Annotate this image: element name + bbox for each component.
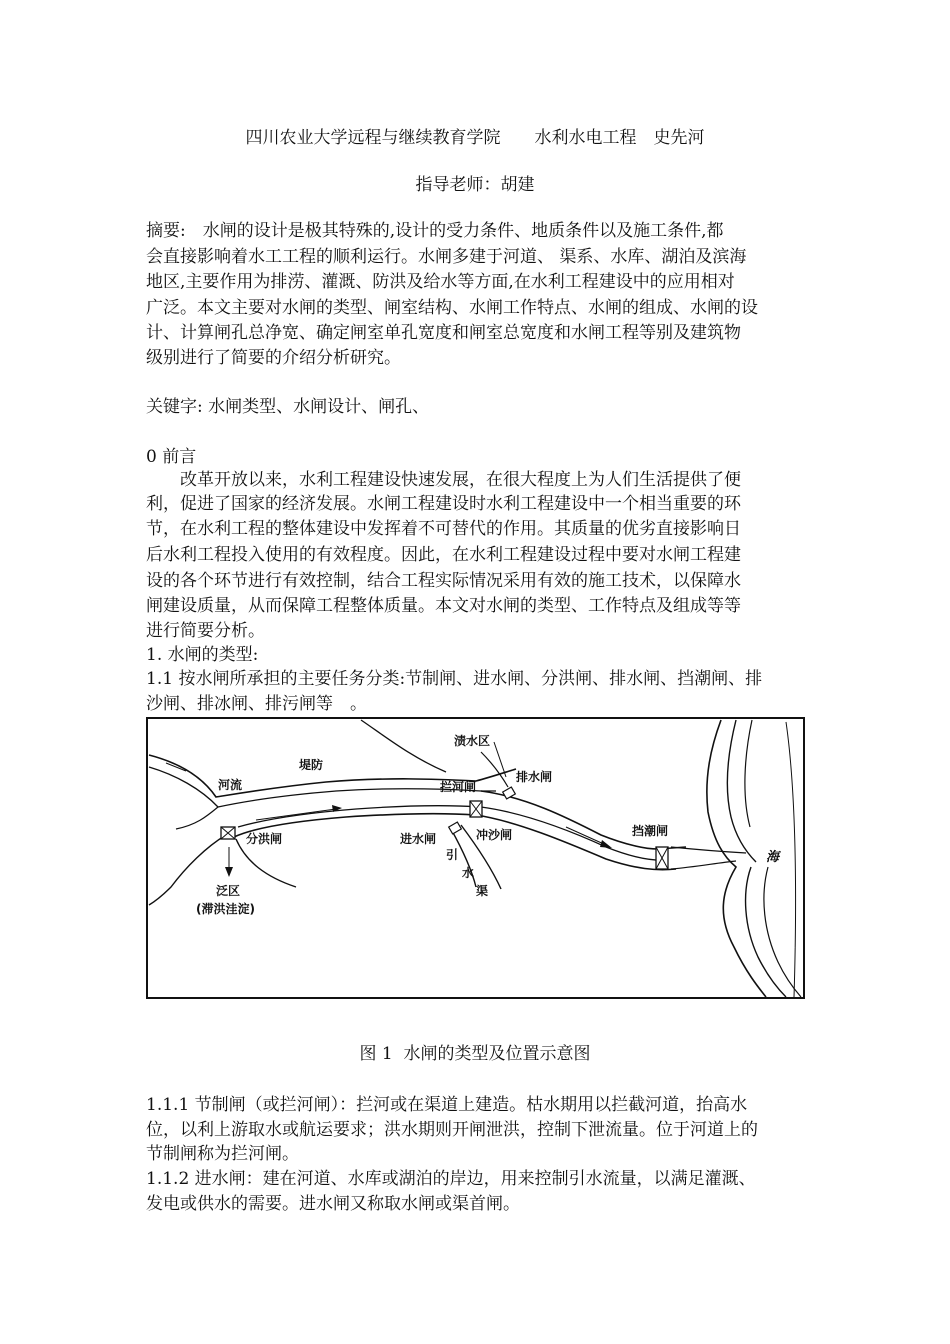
abstract-line: 地区,主要作用为排涝、灌溉、防洪及给水等方面,在水利工程建设中的应用相对 (146, 272, 735, 292)
figure-border (147, 718, 804, 998)
label-canal: 引 (446, 848, 459, 862)
label-diversion-gate: 分洪闸 (246, 832, 283, 846)
label-intake-gate: 进水闸 (400, 832, 437, 846)
label-flood-area: 泛区 (216, 884, 241, 898)
label-river: 河流 (218, 778, 243, 792)
intro-line: 利，促进了国家的经济发展。水闸工程建设时水利工程建设中一个相当重要的环 (146, 494, 741, 514)
figure-caption: 图 1 水闸的类型及位置示意图 (359, 1044, 591, 1064)
label-tide-gate: 挡潮闸 (632, 824, 669, 838)
abstract-line: 级别进行了简要的介绍分析研究。 (146, 348, 401, 368)
label-drain-gate: 排水闸 (516, 770, 553, 784)
advisor-line: 指导老师：胡建 (415, 175, 535, 195)
label-canal: 水 (462, 866, 475, 880)
section-1-1-2-line: 1.1.2 进水闸：建在河道、水库或湖泊的岸边，用来控制引水流量，以满足灌溉、 (146, 1169, 756, 1189)
intro-line: 节，在水利工程的整体建设中发挥着不可替代的作用。其质量的优劣直接影响日 (146, 519, 741, 539)
section-1-1-2-line: 发电或供水的需要。进水闸又称取水闸或渠首闸。 (146, 1194, 520, 1214)
sluice-diagram (146, 717, 806, 1001)
label-flood-area-note: (滞洪洼淀) (196, 902, 255, 916)
intro-line: 后水利工程投入使用的有效程度。因此，在水利工程建设过程中要对水闸工程建 (146, 545, 741, 565)
intro-line: 闸建设质量，从而保障工程整体质量。本文对水闸的类型、工作特点及组成等等 (146, 596, 741, 616)
label-waterlog-area: 渍水区 (454, 734, 491, 748)
label-dike: 堤防 (299, 758, 324, 772)
section-1-1-1-line: 节制闸称为拦河闸。 (146, 1144, 299, 1164)
sluice-diagram-svg (146, 717, 806, 1001)
author-affiliation: 四川农业大学远程与继续教育学院 水利水电工程 史先河 (245, 128, 705, 148)
abstract-line: 计、计算闸孔总净宽、确定闸室单孔宽度和闸室总宽度和水闸工程等别及建筑物 (146, 323, 741, 343)
section-1-1-line: 沙闸、排冰闸、排污闸等 。 (146, 694, 367, 714)
intro-line: 设的各个环节进行有效控制，结合工程实际情况采用有效的施工技术，以保障水 (146, 571, 741, 591)
intro-line: 进行简要分析。 (146, 621, 265, 641)
abstract-line: 广泛。本文主要对水闸的类型、闸室结构、水闸工作特点、水闸的组成、水闸的设 (146, 298, 758, 318)
intro-line: 改革开放以来，水利工程建设快速发展，在很大程度上为人们生活提供了便 (146, 470, 741, 490)
keywords: 关键字: 水闸类型、水闸设计、闸孔、 (146, 397, 430, 417)
label-barrage: 拦河闸 (440, 780, 477, 794)
section-1-1-line: 1.1 按水闸所承担的主要任务分类:节制闸、进水闸、分洪闸、排水闸、挡潮闸、排 (146, 669, 763, 689)
abstract-line: 摘要: 水闸的设计是极其特殊的,设计的受力条件、地质条件以及施工条件,都 (146, 221, 724, 241)
intro-heading: 0 前言 (146, 447, 197, 467)
label-canal: 渠 (476, 884, 489, 898)
label-sea: 海 (766, 850, 780, 865)
section-1-1-1-line: 位，以利上游取水或航运要求；洪水期则开闸泄洪，控制下泄流量。位于河道上的 (146, 1120, 758, 1140)
label-flush-gate: 冲沙闸 (476, 828, 513, 842)
section-1-heading: 1. 水闸的类型: (146, 645, 259, 665)
abstract-line: 会直接影响着水工工程的顺利运行。水闸多建于河道、 渠系、水库、湖泊及滨海 (146, 247, 747, 267)
section-1-1-1-line: 1.1.1 节制闸（或拦河闸）：拦河或在渠道上建造。枯水期用以拦截河道，抬高水 (146, 1095, 748, 1115)
